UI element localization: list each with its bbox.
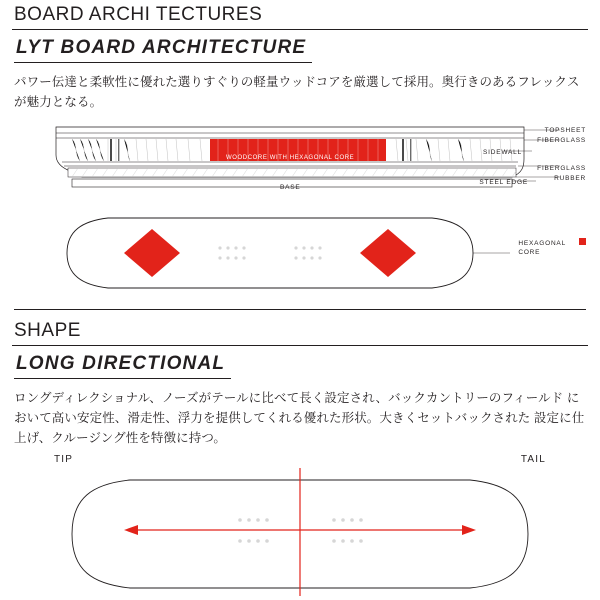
label-topsheet: TOPSHEET bbox=[544, 126, 586, 134]
section-subtitle-lyt: LYT BOARD ARCHITECTURE bbox=[16, 37, 307, 58]
label-tail: TAIL bbox=[520, 454, 546, 466]
label-tip: TIP bbox=[54, 454, 74, 466]
label-woodcore: WOODCORE WITH HEXAGONAL CORE bbox=[226, 154, 355, 161]
shape-diagram bbox=[12, 454, 588, 594]
board-top-view-svg bbox=[12, 205, 522, 301]
section-title-board-architectures: BOARD ARCHI TECTURES bbox=[12, 0, 588, 30]
label-hexagonal-core-line1: HEXAGONAL bbox=[518, 239, 566, 247]
label-hexagonal-core-line2: CORE bbox=[518, 249, 541, 257]
board-top-view bbox=[12, 205, 588, 301]
section-divider bbox=[14, 309, 586, 310]
label-steel-edge: STEEL EDGE bbox=[479, 178, 528, 186]
label-sidewall: SIDEWALL bbox=[482, 148, 522, 156]
label-rubber: RUBBER bbox=[554, 174, 586, 182]
section-subtitle-lyt-wrap bbox=[14, 37, 312, 63]
section-body-board-architectures: パワー伝達と柔軟性に優れた選りすぐりの軽量ウッドコアを厳選して採用。奥行きのあるフレックスが魅力となる。 bbox=[14, 75, 580, 110]
section-body-shape: ロングディレクショナル、ノーズがテールに比べて長く設定され、バックカントリーのフィールド において高い安定性、滑走性、浮力を提供してくれる優れた形状。大きくセットバックされた 設定に仕上げ、クルージング性を特徴に持つ。 bbox=[14, 390, 585, 445]
label-fiberglass-bottom: FIBERGLASS bbox=[537, 164, 586, 172]
label-base: BASE bbox=[280, 183, 301, 191]
construction-diagram bbox=[12, 121, 588, 199]
shape-diagram-svg bbox=[12, 468, 588, 596]
label-fiberglass-top: FIBERGLASS bbox=[537, 136, 586, 144]
hexagonal-core-swatch bbox=[579, 238, 586, 245]
label-hexagonal-core bbox=[518, 239, 566, 259]
section-title-shape: SHAPE bbox=[12, 316, 588, 346]
section-subtitle-long-directional-wrap bbox=[14, 353, 231, 379]
section-subtitle-long-directional: LONG DIRECTIONAL bbox=[16, 352, 226, 374]
